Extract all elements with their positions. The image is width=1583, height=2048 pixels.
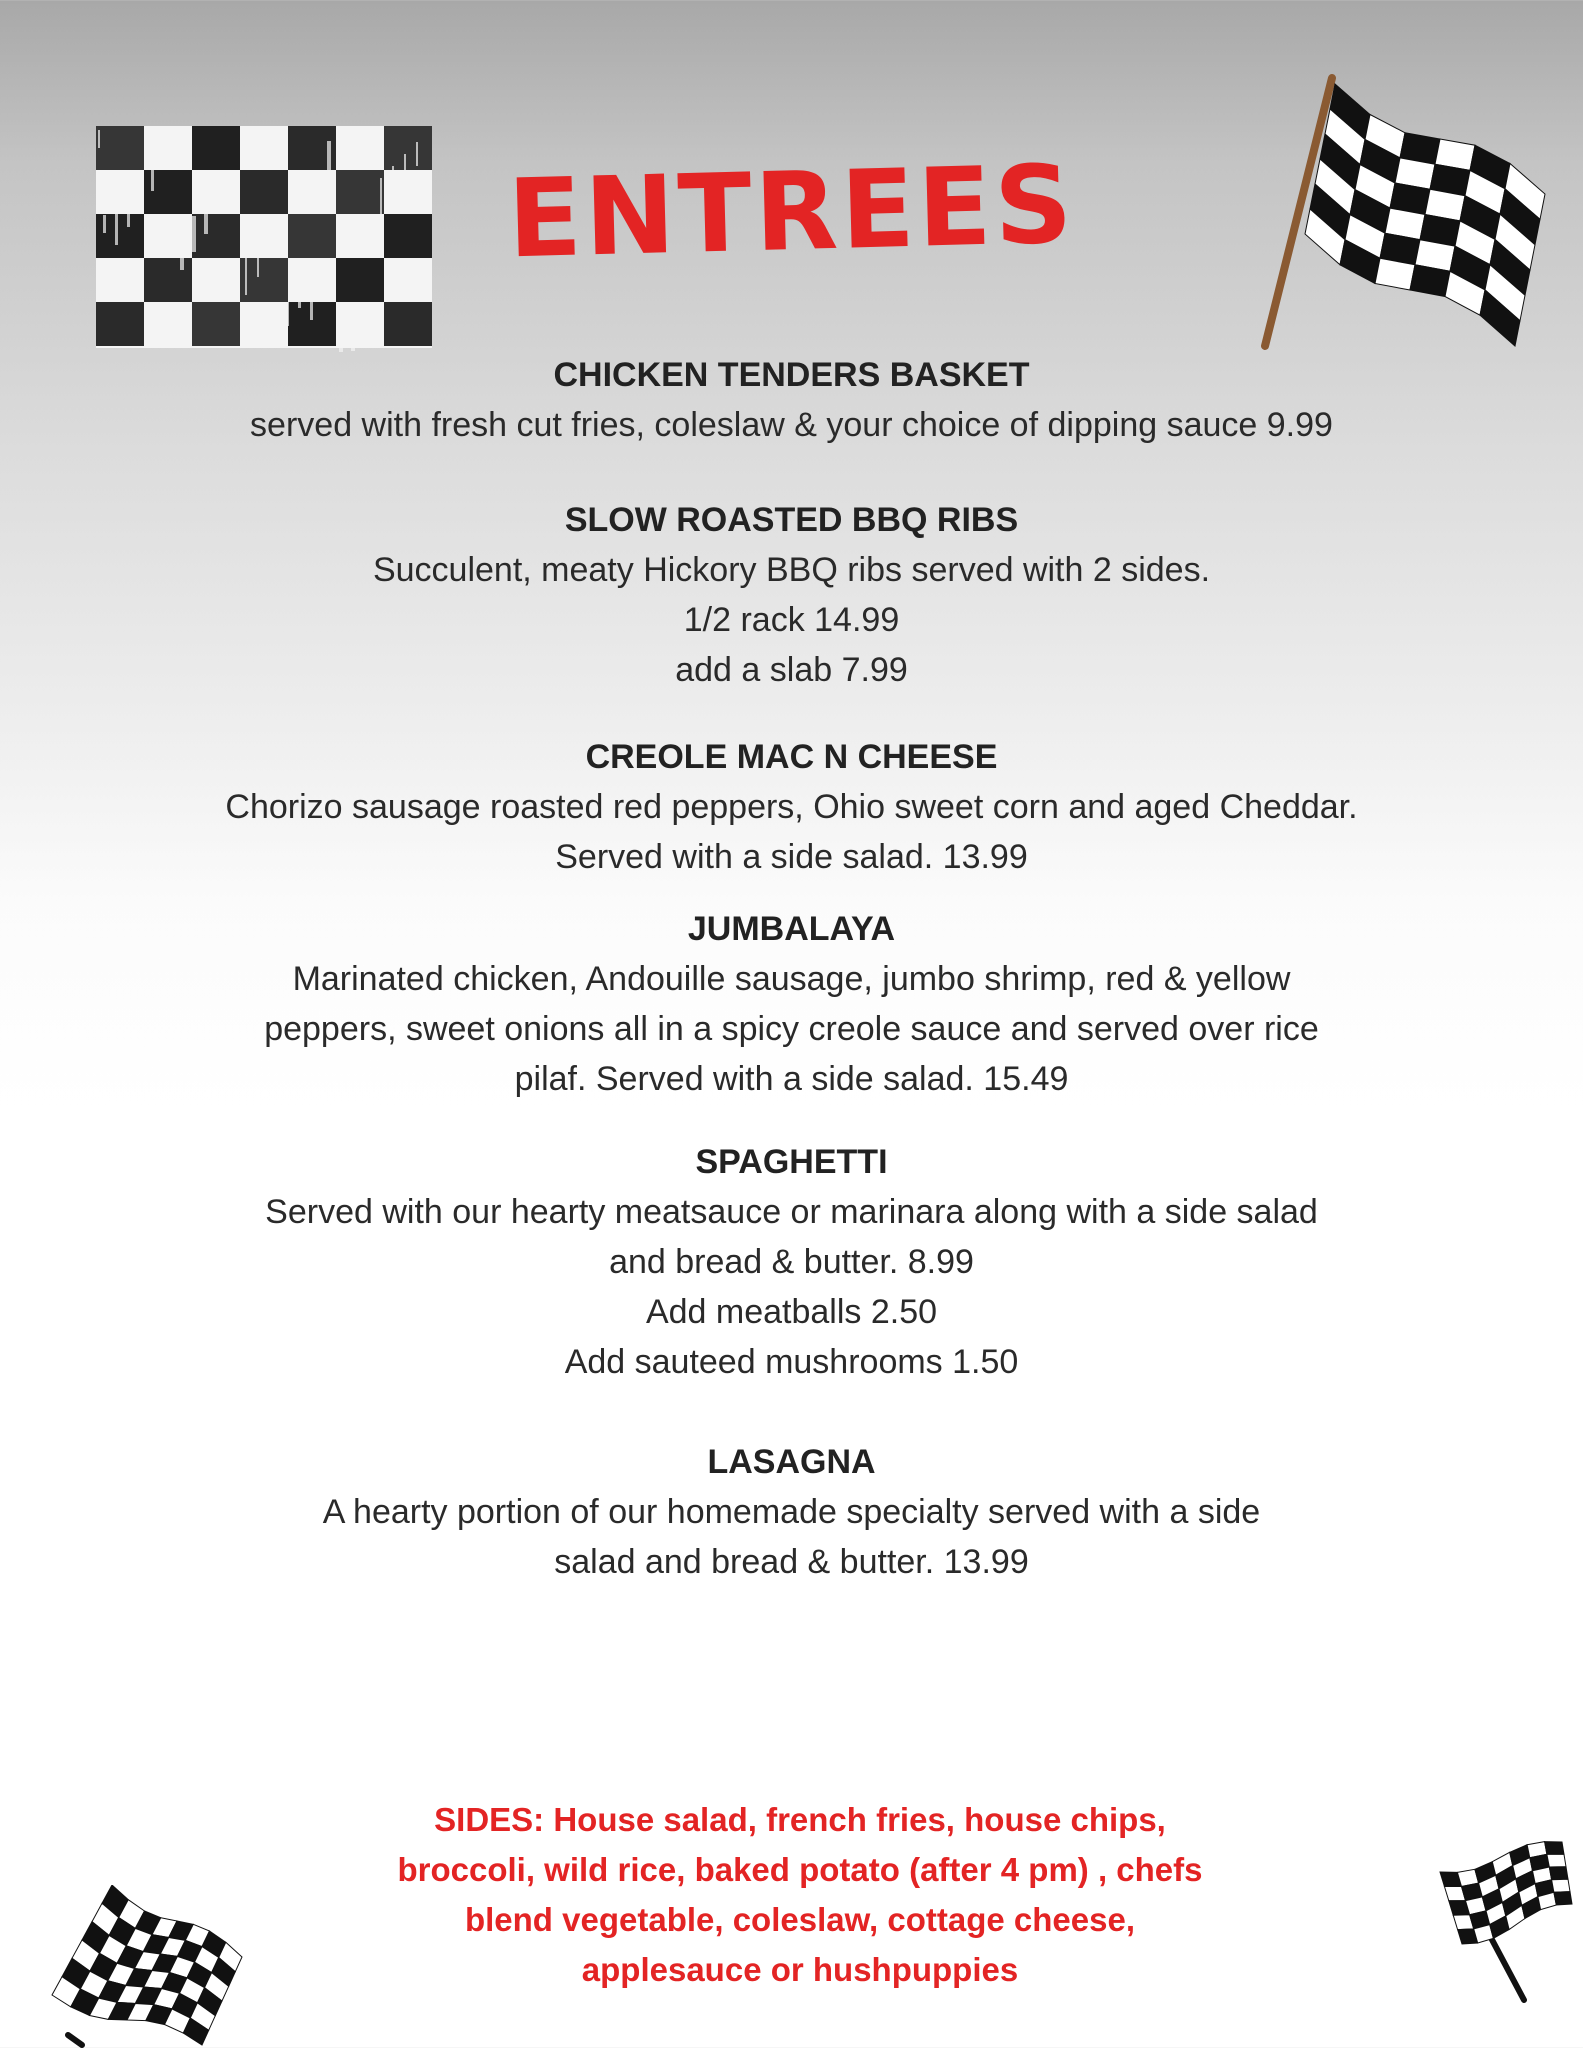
item-name: SPAGHETTI <box>695 1143 888 1181</box>
item-name: LASAGNA <box>707 1443 876 1481</box>
item-description-line: Add meatballs 2.50 <box>645 1293 938 1331</box>
item-description-line: peppers, sweet onions all in a spicy creole sauce and served over rice <box>264 1010 1319 1048</box>
item-description-line: 1/2 rack 14.99 <box>683 601 900 639</box>
item-description-line: add a slab 7.99 <box>675 651 908 689</box>
menu-item-creole-mac <box>0 732 1583 882</box>
item-description-line: Add sauteed mushrooms 1.50 <box>564 1343 1019 1381</box>
menu-item-jumbalaya <box>0 904 1583 1104</box>
menu-item-spaghetti <box>0 1137 1583 1387</box>
menu-item-bbq-ribs <box>0 495 1583 695</box>
sides-line: blend vegetable, coleslaw, cottage cheese, <box>464 1901 1136 1938</box>
item-description-line: pilaf. Served with a side salad. 15.49 <box>514 1060 1069 1098</box>
item-description-line: and bread & butter. 8.99 <box>609 1243 974 1281</box>
item-description-line: served with fresh cut fries, coleslaw & your choice of dipping sauce 9.99 <box>250 406 1333 444</box>
item-description-line: salad and bread & butter. 13.99 <box>554 1543 1029 1581</box>
checkered-flag-icon <box>1255 72 1555 362</box>
sides-list <box>380 1795 1220 1995</box>
item-description-line: Marinated chicken, Andouille sausage, jumbo shrimp, red & yellow <box>292 960 1291 998</box>
checkered-banner-icon <box>92 122 437 352</box>
checkered-flag-icon <box>1432 1832 1582 2012</box>
item-description-line: Served with a side salad. 13.99 <box>555 838 1028 876</box>
sides-line: SIDES: House salad, french fries, house chips, <box>434 1801 1166 1838</box>
item-description-line: A hearty portion of our homemade specialty served with a side <box>322 1493 1261 1531</box>
item-description-line: Succulent, meaty Hickory BBQ ribs served with 2 sides. <box>372 551 1211 589</box>
sides-line: broccoli, wild rice, baked potato (after 4 pm) , chefs <box>397 1851 1203 1888</box>
item-name: SLOW ROASTED BBQ RIBS <box>564 501 1019 539</box>
sides-line: applesauce or hushpuppies <box>581 1951 1019 1988</box>
item-description-line: Chorizo sausage roasted red peppers, Ohio sweet corn and aged Cheddar. <box>225 788 1358 826</box>
menu-item-chicken-tenders <box>0 350 1583 450</box>
menu-item-lasagna <box>0 1437 1583 1587</box>
item-description-line: Served with our hearty meatsauce or marinara along with a side salad <box>265 1193 1318 1231</box>
page-title: ENTREES <box>506 142 1077 283</box>
item-name: CREOLE MAC N CHEESE <box>585 738 998 776</box>
checkered-flag-icon <box>48 1885 248 2048</box>
item-name: JUMBALAYA <box>687 910 896 948</box>
item-name: CHICKEN TENDERS BASKET <box>553 356 1030 394</box>
